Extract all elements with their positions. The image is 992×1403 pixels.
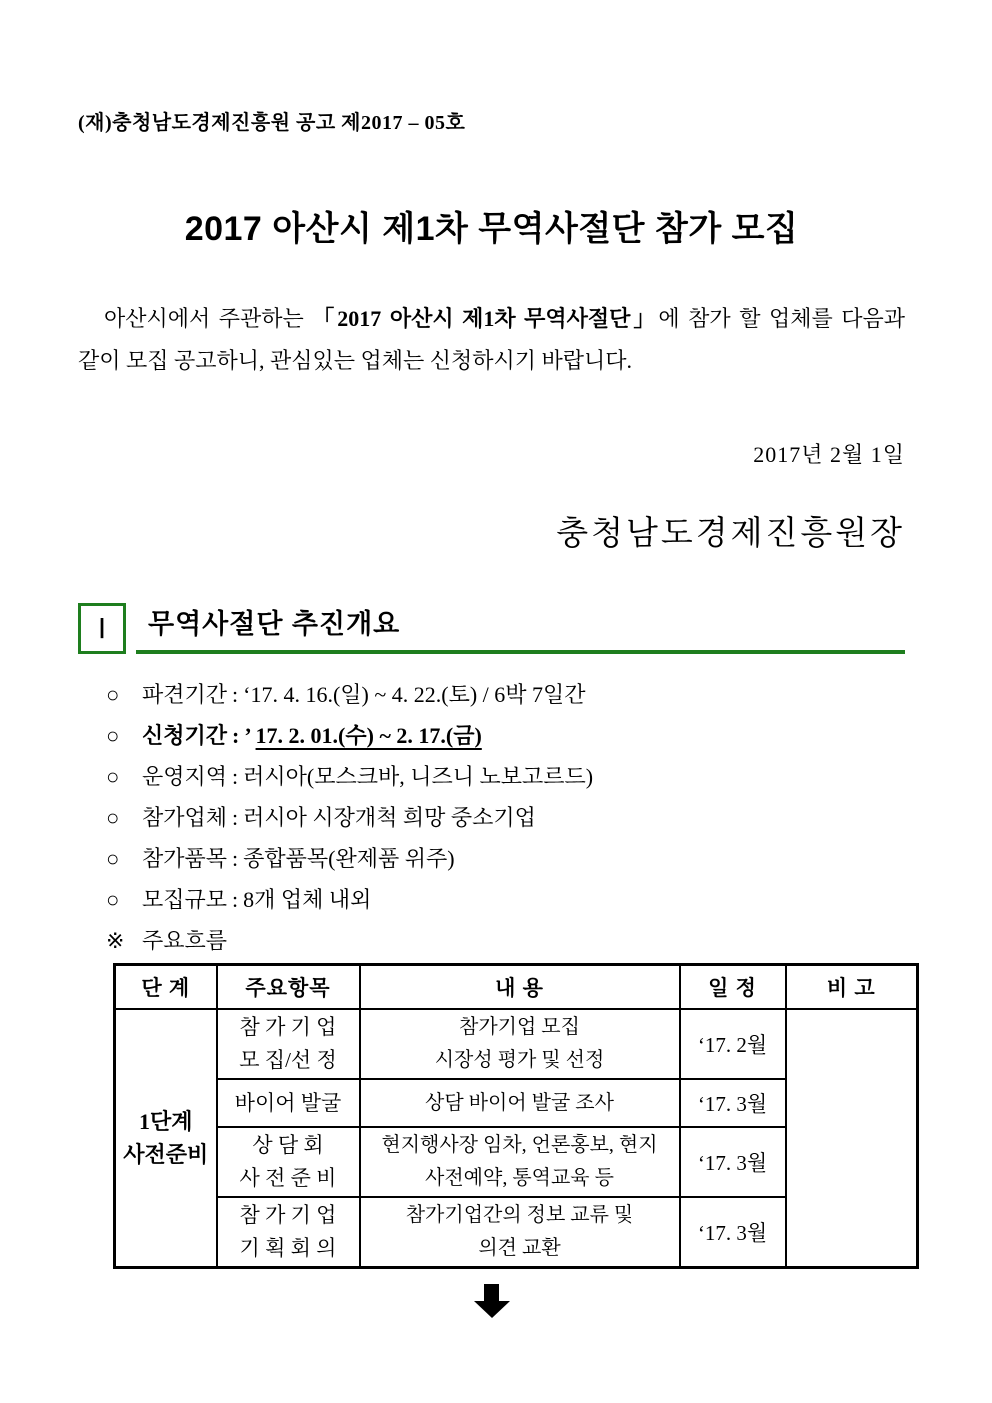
content-line: 의견 교환 — [478, 1236, 561, 1259]
bullet-separator: : — [232, 682, 239, 707]
bullet-separator: : — [232, 764, 239, 789]
signature: 충청남도경제진흥원장 — [556, 516, 905, 552]
item-cell — [217, 1197, 360, 1267]
bullet-dispatch-period — [106, 674, 905, 715]
reference-mark-icon: ※ — [106, 928, 125, 953]
bullet-separator: : — [232, 805, 239, 830]
circle-bullet-icon: ○ — [106, 723, 120, 748]
schedule-cell: ‘17. 3월 — [680, 1197, 786, 1267]
circle-bullet-icon: ○ — [106, 805, 120, 830]
circle-bullet-icon: ○ — [106, 887, 120, 912]
section-title: 무역사절단 추진개요 — [136, 602, 905, 654]
bullet-value: 8개 업체 내외 — [243, 887, 372, 912]
bullet-value: 러시아(모스크바, 니즈니 노보고르드) — [243, 764, 594, 789]
intro-delegation-name: 「2017 아산시 제1차 무역사절단」 — [312, 306, 659, 331]
bullet-separator: : — [232, 723, 240, 748]
down-arrow-stem — [484, 1284, 499, 1301]
bullet-label: 참가품목 — [142, 846, 228, 871]
item-cell — [217, 1009, 360, 1079]
content-line: 현지행사장 임차, 언론홍보, 현지 — [381, 1134, 658, 1156]
header-cell-stage: 단 계 — [115, 965, 217, 1010]
item-line: 기 획 회 의 — [239, 1235, 337, 1260]
bullet-label: 모집규모 — [142, 887, 228, 912]
bullet-operation-region — [106, 756, 905, 797]
bullet-value: 종합품목(완제품 위주) — [243, 846, 455, 871]
down-arrow-head — [474, 1301, 510, 1318]
header-cell-schedule: 일 정 — [680, 965, 786, 1010]
bullet-participants — [106, 797, 905, 838]
remarks-cell — [786, 1009, 918, 1267]
stage-line: 사전준비 — [123, 1141, 209, 1167]
bullet-value-underlined: 17. 2. 01.(수) ~ 2. 17.(금) — [255, 723, 482, 748]
item-line: 상 담 회 — [252, 1133, 324, 1157]
bullet-recruitment-scale — [106, 879, 905, 920]
bullet-value-prefix: ’ — [244, 723, 256, 748]
bullet-separator: : — [232, 846, 239, 871]
section-heading — [78, 602, 905, 654]
bullet-label: 운영지역 — [142, 764, 228, 789]
content-cell — [360, 1009, 680, 1079]
item-line: 참 가 기 업 — [239, 1202, 337, 1227]
bullet-main-flow-note — [106, 920, 905, 961]
bullet-label: 참가업체 — [142, 805, 228, 830]
content-line: 참가기업 모집 — [459, 1016, 580, 1038]
content-line: 참가기업간의 정보 교류 및 — [405, 1203, 634, 1226]
bullet-value: 러시아 시장개척 희망 중소기업 — [243, 805, 536, 830]
item-cell — [217, 1079, 360, 1127]
table-row — [115, 1009, 918, 1079]
table-header-row — [115, 965, 918, 1010]
section-numeral-box — [78, 603, 126, 654]
circle-bullet-icon: ○ — [106, 764, 120, 789]
bullet-list — [78, 674, 905, 961]
item-line: 모 집/선 정 — [239, 1048, 337, 1072]
content-line: 사전예약, 통역교육 등 — [425, 1167, 614, 1189]
schedule-cell: ‘17. 3월 — [680, 1127, 786, 1197]
doc-number: (재)충청남도경제진흥원 공고 제2017 – 05호 — [78, 112, 466, 134]
item-cell — [217, 1127, 360, 1197]
item-line: 바이어 발굴 — [234, 1090, 342, 1115]
content-line: 시장성 평가 및 선정 — [434, 1049, 605, 1071]
announcement-date: 2017년 2월 1일 — [753, 442, 905, 467]
section-numeral: Ⅰ — [97, 613, 107, 644]
stage-line: 1단계 — [138, 1108, 193, 1134]
header-cell-item: 주요항목 — [217, 965, 360, 1010]
schedule-cell: ‘17. 3월 — [680, 1079, 786, 1127]
bullet-label: 신청기간 — [142, 723, 228, 748]
bullet-application-period — [106, 715, 905, 756]
bullet-label: 파견기간 — [142, 682, 228, 707]
intro-paragraph — [78, 298, 905, 382]
circle-bullet-icon: ○ — [106, 682, 120, 707]
item-line: 참 가 기 업 — [239, 1015, 337, 1039]
intro-text-after: 에 참가 할 업체를 다음과 같이 모집 공고하니, 관심있는 업체는 신청하시기 바랍니다. — [78, 306, 905, 373]
content-cell — [360, 1079, 680, 1127]
header-cell-remarks: 비 고 — [786, 965, 918, 1010]
flow-table — [113, 963, 919, 1269]
content-line: 상담 바이어 발굴 조사 — [425, 1091, 614, 1114]
content-cell — [360, 1127, 680, 1197]
header-cell-content: 내 용 — [360, 965, 680, 1010]
schedule-cell: ‘17. 2월 — [680, 1009, 786, 1079]
bullet-separator: : — [232, 887, 239, 912]
bullet-product-items — [106, 838, 905, 879]
intro-text-before: 아산시에서 주관하는 — [104, 306, 313, 331]
bullet-label: 주요흐름 — [142, 928, 228, 953]
page-title: 2017 아산시 제1차 무역사절단 참가 모집 — [184, 210, 799, 248]
stage-cell — [115, 1009, 217, 1267]
bullet-value: ‘17. 4. 16.(일) ~ 4. 22.(토) / 6박 7일간 — [243, 682, 586, 707]
circle-bullet-icon: ○ — [106, 846, 120, 871]
down-arrow-icon — [474, 1284, 510, 1318]
item-line: 사 전 준 비 — [239, 1166, 337, 1190]
content-cell — [360, 1197, 680, 1267]
